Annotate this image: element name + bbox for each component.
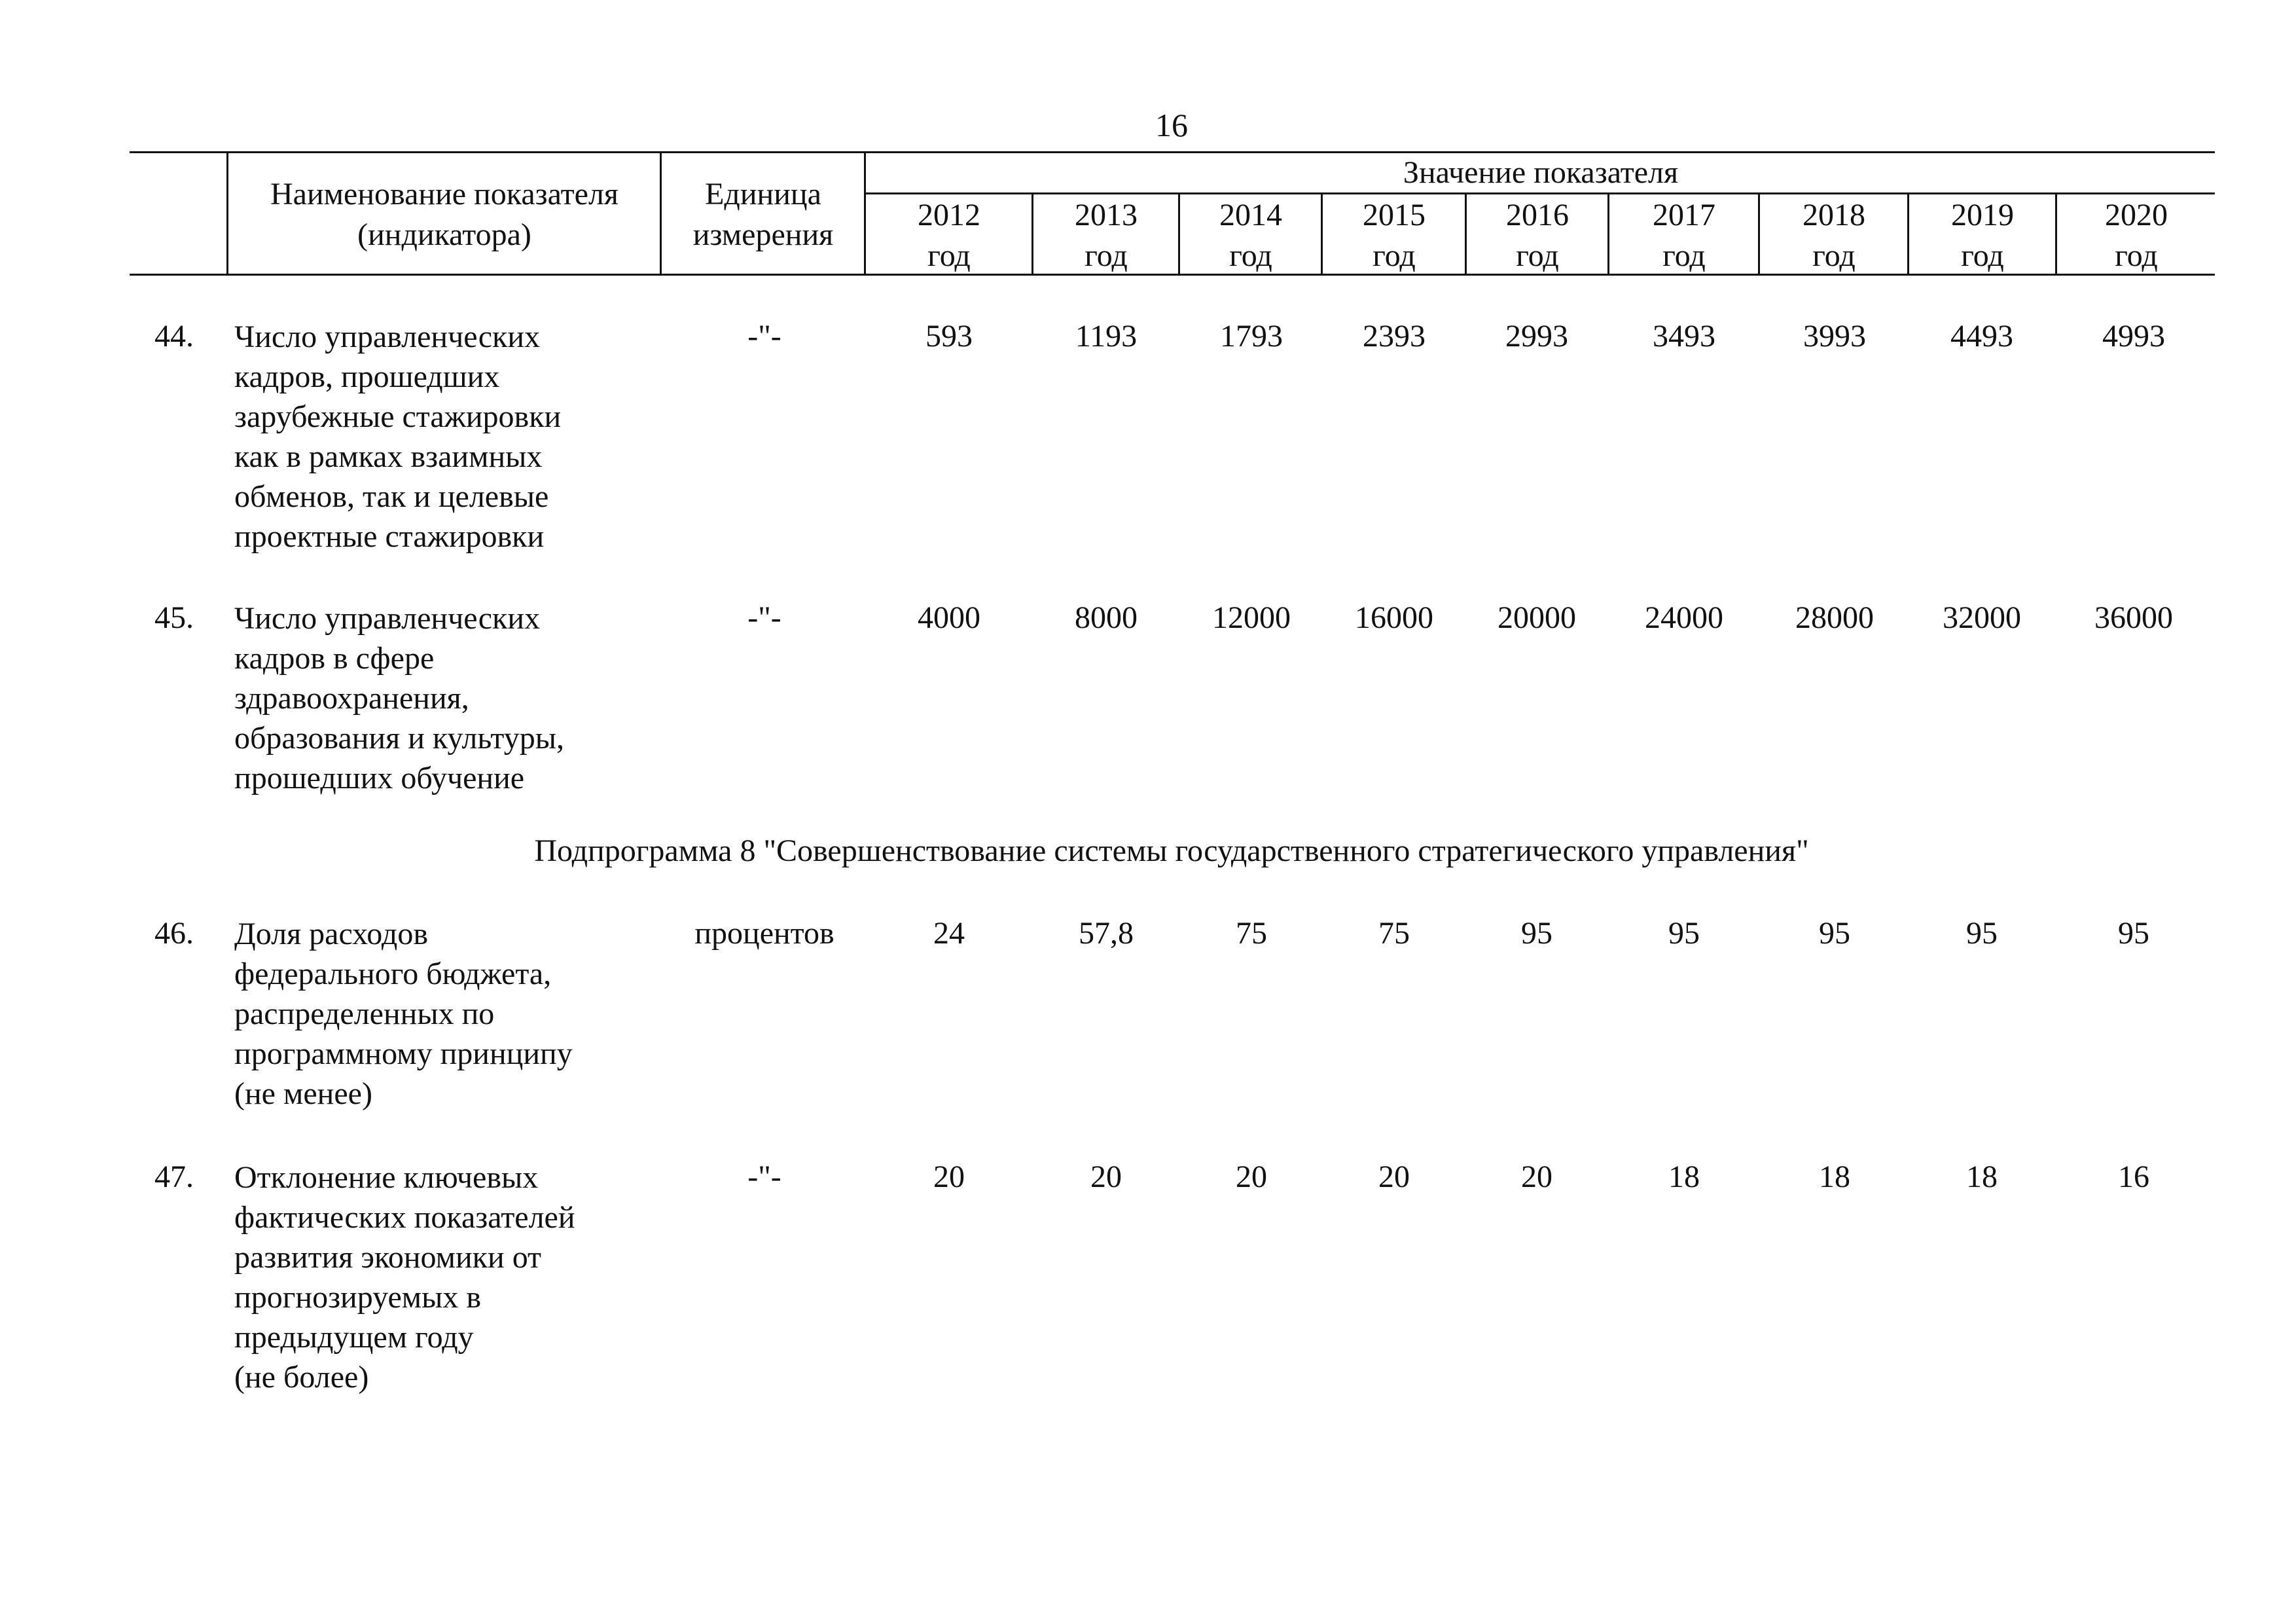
name-line: Доля расходов — [234, 917, 428, 951]
value-2014: 20 — [1236, 1159, 1267, 1194]
value-2012: 4000 — [918, 600, 980, 635]
value-2016: 95 — [1521, 916, 1552, 951]
value-2020: 4993 — [2102, 319, 2165, 354]
value-2017: 95 — [1668, 916, 1700, 951]
indicator-name — [234, 1158, 653, 1397]
row-number: 47. — [154, 1159, 194, 1194]
value-2020: 16 — [2118, 1159, 2149, 1194]
row-number: 44. — [154, 319, 194, 354]
name-line: распределенных по — [234, 996, 495, 1031]
name-line: Число управленческих — [234, 601, 541, 636]
col-divider-name — [660, 151, 662, 276]
header-year-2018 — [1761, 195, 1907, 276]
header-name-column — [230, 174, 658, 255]
col-divider-2018 — [1758, 192, 1760, 276]
value-2019: 18 — [1966, 1159, 1998, 1194]
unit-cell: -"- — [747, 600, 781, 635]
header-year-2019 — [1910, 195, 2055, 276]
header-year-2015 — [1323, 195, 1465, 276]
value-2016: 20000 — [1498, 600, 1576, 635]
header-year-2016 — [1467, 195, 1607, 276]
name-line: предыдущем году — [234, 1320, 474, 1355]
unit-cell: процентов — [694, 916, 834, 951]
col-divider-num — [226, 151, 228, 276]
name-line: обменов, так и целевые — [234, 479, 549, 514]
value-2019: 95 — [1966, 916, 1998, 951]
year-label: 2013 — [1075, 198, 1138, 232]
name-line: развития экономики от — [234, 1240, 542, 1275]
year-label: 2014 — [1219, 198, 1282, 232]
value-2019: 4493 — [1950, 319, 2013, 354]
col-divider-2013 — [1031, 192, 1033, 276]
name-line: Отклонение ключевых — [234, 1160, 539, 1195]
value-2018: 28000 — [1795, 600, 1874, 635]
row-number: 45. — [154, 600, 194, 635]
name-line: федерального бюджета, — [234, 957, 552, 991]
value-2015: 75 — [1378, 916, 1410, 951]
col-divider-2017 — [1607, 192, 1609, 276]
header-year-2020 — [2058, 195, 2215, 276]
header-year-2012 — [867, 195, 1031, 276]
col-divider-2014 — [1178, 192, 1180, 276]
value-2016: 2993 — [1505, 319, 1568, 354]
year-suffix: год — [1516, 238, 1559, 273]
value-2013: 57,8 — [1079, 916, 1134, 951]
col-divider-2016 — [1465, 192, 1467, 276]
year-label: 2019 — [1951, 198, 2014, 232]
col-divider-2020 — [2055, 192, 2057, 276]
name-line: прогнозируемых в — [234, 1280, 482, 1315]
value-2013: 8000 — [1075, 600, 1138, 635]
year-label: 2015 — [1363, 198, 1426, 232]
unit-cell: -"- — [747, 1159, 781, 1194]
value-2018: 18 — [1819, 1159, 1850, 1194]
indicator-name — [234, 317, 653, 556]
indicator-name — [234, 914, 653, 1114]
year-suffix: год — [1229, 238, 1272, 273]
value-2020: 36000 — [2094, 600, 2173, 635]
name-line: фактических показателей — [234, 1200, 575, 1235]
col-divider-2015 — [1321, 192, 1323, 276]
name-line: Число управленческих — [234, 319, 541, 354]
year-label: 2016 — [1506, 198, 1569, 232]
header-name-line1: Наименование показателя — [270, 177, 619, 211]
value-2015: 20 — [1378, 1159, 1410, 1194]
header-name-line2: (индикатора) — [357, 217, 531, 252]
year-suffix: год — [2115, 238, 2158, 273]
year-suffix: год — [1085, 238, 1128, 273]
value-2015: 16000 — [1355, 600, 1433, 635]
header-unit-column — [662, 174, 864, 255]
name-line: прошедших обучение — [234, 761, 525, 795]
header-values-title: Значение показателя — [1403, 155, 1679, 190]
name-line: кадров в сфере — [234, 641, 435, 676]
year-label: 2012 — [918, 198, 980, 232]
value-2015: 2393 — [1363, 319, 1426, 354]
name-line: как в рамках взаимных — [234, 439, 543, 474]
values-subheader-rule — [865, 192, 2215, 194]
value-2016: 20 — [1521, 1159, 1552, 1194]
name-line: проектные стажировки — [234, 519, 545, 554]
year-suffix: год — [1961, 238, 2004, 273]
value-2014: 1793 — [1220, 319, 1283, 354]
name-line: программному принципу — [234, 1036, 573, 1071]
value-2012: 20 — [933, 1159, 965, 1194]
name-line: (не более) — [234, 1360, 369, 1395]
header-year-2013 — [1034, 195, 1178, 276]
value-2017: 24000 — [1645, 600, 1723, 635]
value-2018: 95 — [1819, 916, 1850, 951]
year-suffix: год — [927, 238, 971, 273]
name-line: здравоохранения, — [234, 681, 469, 716]
value-2020: 95 — [2118, 916, 2149, 951]
value-2017: 3493 — [1653, 319, 1715, 354]
value-2014: 12000 — [1212, 600, 1291, 635]
value-2013: 20 — [1090, 1159, 1122, 1194]
header-unit-line1: Единица — [705, 177, 821, 211]
year-suffix: год — [1372, 238, 1416, 273]
value-2019: 32000 — [1943, 600, 2021, 635]
row-number: 46. — [154, 916, 194, 951]
year-suffix: год — [1812, 238, 1856, 273]
unit-cell: -"- — [747, 319, 781, 354]
year-label: 2017 — [1653, 198, 1715, 232]
header-year-2014 — [1181, 195, 1321, 276]
col-divider-2019 — [1907, 192, 1909, 276]
value-2012: 24 — [933, 916, 965, 951]
header-year-2017 — [1610, 195, 1758, 276]
name-line: кадров, прошедших — [234, 359, 500, 394]
year-label: 2020 — [2105, 198, 2168, 232]
value-2018: 3993 — [1803, 319, 1866, 354]
year-suffix: год — [1662, 238, 1706, 273]
col-divider-unit — [864, 151, 866, 276]
value-2017: 18 — [1668, 1159, 1700, 1194]
year-label: 2018 — [1803, 198, 1865, 232]
header-unit-line2: измерения — [692, 217, 834, 252]
name-line: (не менее) — [234, 1076, 372, 1111]
value-2012: 593 — [925, 319, 973, 354]
value-2014: 75 — [1236, 916, 1267, 951]
page-number: 16 — [1155, 107, 1188, 143]
indicator-name — [234, 598, 653, 798]
header-top-rule — [130, 151, 2215, 153]
name-line: зарубежные стажировки — [234, 399, 562, 434]
name-line: образования и культуры, — [234, 721, 565, 756]
value-2013: 1193 — [1075, 319, 1138, 354]
subprogram-heading: Подпрограмма 8 "Совершенствование системы государственного стратегического управления" — [534, 833, 1809, 868]
